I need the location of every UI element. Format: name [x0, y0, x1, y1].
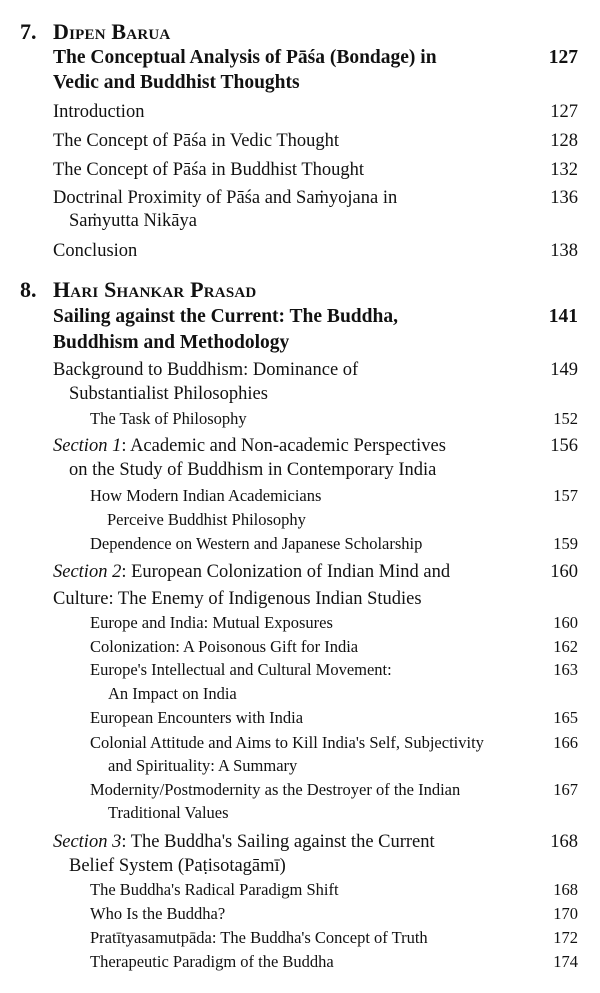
entry-title-continuation: Traditional Values [108, 803, 229, 822]
entry-title: Modernity/Postmodernity as the Destroyer of the Indian [90, 780, 461, 799]
chapter-title-line: The Conceptual Analysis of Pāśa (Bondage) in [53, 47, 437, 68]
page-number: 132 [550, 160, 578, 180]
section-label: Section 2 [53, 562, 122, 582]
chapter-title-line: Sailing against the Current: The Buddha, [53, 306, 398, 327]
entry-title: Conclusion [53, 241, 138, 261]
entry-title-continuation: Belief System (Paṭisotagāmī) [69, 856, 286, 876]
page-number: 159 [553, 534, 578, 553]
entry-title: Doctrinal Proximity of Pāśa and Saṁyojana in [53, 188, 398, 208]
chapter-author: Dipen Barua [53, 19, 171, 44]
page-number: 127 [548, 47, 578, 68]
entry-title: European Encounters with India [90, 708, 304, 727]
chapter-title-line: Buddhism and Methodology [53, 332, 290, 353]
entry-title: Therapeutic Paradigm of the Buddha [90, 952, 334, 971]
entry-title: How Modern Indian Academicians [90, 486, 322, 505]
page-number: 163 [553, 660, 578, 679]
entry-title: Colonial Attitude and Aims to Kill India's Self, Subjectivity [90, 733, 484, 752]
section-label: Section 3 [53, 832, 122, 852]
page-number: 162 [553, 637, 578, 656]
entry-title-continuation: Perceive Buddhist Philosophy [107, 510, 306, 529]
chapter-number: 8. [20, 277, 37, 302]
page-number: 160 [553, 613, 578, 632]
page-number: 152 [553, 409, 578, 428]
page-number: 174 [553, 952, 578, 971]
entry-title: Europe's Intellectual and Cultural Movement: [90, 660, 392, 679]
entry-title: Colonization: A Poisonous Gift for India [90, 637, 359, 656]
entry-title: Dependence on Western and Japanese Scholarship [90, 534, 423, 553]
entry-title: The Buddha's Radical Paradigm Shift [90, 880, 339, 899]
page-number: 165 [553, 708, 578, 727]
page-number: 138 [550, 241, 578, 261]
page-number: 172 [553, 928, 578, 947]
entry-title: The Task of Philosophy [90, 409, 247, 428]
entry-title-continuation: Saṁyutta Nikāya [69, 211, 197, 231]
page-number: 167 [553, 780, 578, 799]
page-number: 127 [550, 102, 578, 122]
entry-title: : The Buddha's Sailing against the Current [121, 832, 435, 852]
chapter-title-line: Vedic and Buddhist Thoughts [53, 72, 300, 93]
chapter-number: 7. [20, 19, 37, 44]
page-number: 136 [550, 188, 578, 208]
entry-title: Background to Buddhism: Dominance of [53, 360, 359, 380]
entry-title: Pratītyasamutpāda: The Buddha's Concept of Truth [90, 928, 428, 947]
page-number: 160 [550, 562, 578, 582]
entry-title-continuation: Substantialist Philosophies [69, 384, 268, 404]
page-number: 168 [553, 880, 578, 899]
entry-title: The Concept of Pāśa in Vedic Thought [53, 131, 340, 151]
entry-title: : Academic and Non-academic Perspectives [121, 436, 446, 456]
page-number: 170 [553, 904, 578, 923]
entry-title: : European Colonization of Indian Mind and [121, 562, 451, 582]
entry-title-continuation: An Impact on India [108, 684, 237, 703]
section-label: Section 1 [53, 436, 122, 456]
page-number: 128 [550, 131, 578, 151]
page-number: 156 [550, 436, 578, 456]
entry-title: Europe and India: Mutual Exposures [90, 613, 333, 632]
page-number: 168 [550, 832, 578, 852]
page-number: 141 [548, 306, 578, 327]
page-number: 157 [553, 486, 578, 505]
page-number: 149 [550, 360, 578, 380]
entry-title-continuation: on the Study of Buddhism in Contemporary India [69, 460, 437, 480]
entry-title: The Concept of Pāśa in Buddhist Thought [53, 160, 365, 180]
chapter-author: Hari Shankar Prasad [53, 277, 257, 302]
entry-title: Introduction [53, 102, 145, 122]
entry-title: Who Is the Buddha? [90, 904, 226, 923]
entry-title-continuation: Culture: The Enemy of Indigenous Indian Studies [53, 589, 422, 609]
entry-title-continuation: and Spirituality: A Summary [108, 756, 298, 775]
page-number: 166 [553, 733, 578, 752]
